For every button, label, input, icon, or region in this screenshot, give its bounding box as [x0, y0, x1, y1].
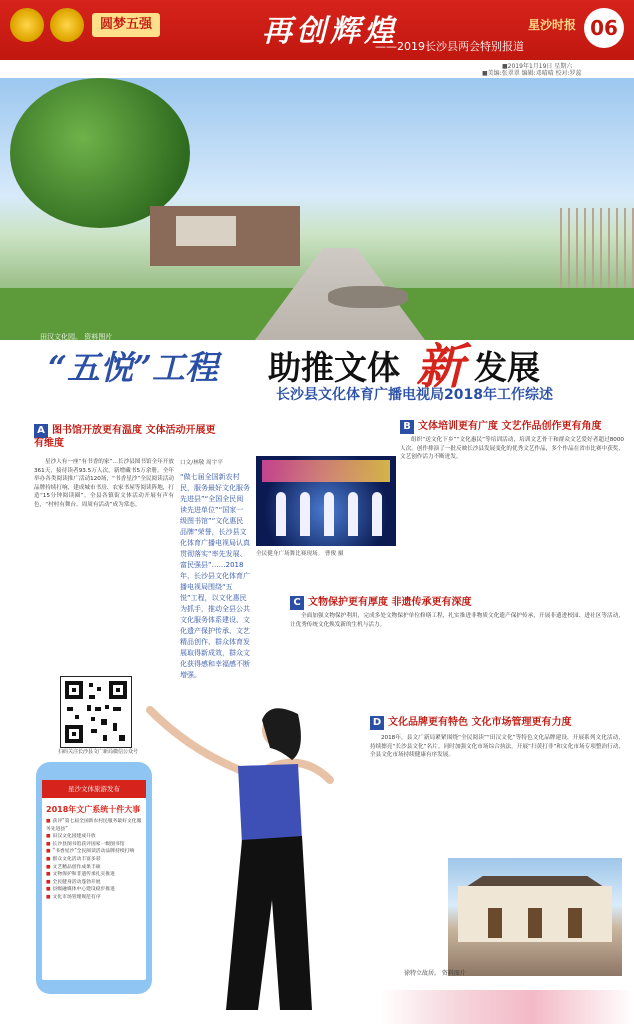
dance-photo-caption: 全民健身广场舞比赛现场。 曹俊 摄	[256, 551, 344, 557]
intro-text: “做七届全国新农村民，服务最好文化服务先进县”“全国全民阅读先进单位”“国家一级图书馆”“文化惠民品牌”荣誉，长沙县文化体育广播电视局认真贯彻落实“率先发展、富民强县”……2018年，长沙县文化体育广播电视局围绕“五悦”工程，以文化惠民为抓手，推动全县公共文化服务体系建设、文化遗产保护传承、文艺精品创作、群众体育发展取得新成效，群众文化获得感和幸福感不断增强。	[180, 473, 250, 679]
top-photo	[0, 78, 634, 340]
door	[528, 908, 542, 938]
section-c-heading	[290, 596, 620, 610]
list-item: ■ 文化市场管理规范有序	[46, 894, 142, 902]
door	[488, 908, 502, 938]
list-item: ■ 文物保护和非遗传承扎实推进	[46, 871, 142, 879]
section-b-text: 组织“送文化下乡”“文化惠民”等培训活动，培训文艺骨干和群众文艺爱好者超过8000人次。创作排演了一批反映长沙县发展变化的优秀文艺作品，多个作品在省市比赛中获奖，文艺创作活力不断迸发。	[400, 437, 624, 461]
section-c-title: 文物保护更有厚度 非遗传承更有深度	[308, 597, 472, 608]
dancer-figure	[276, 492, 286, 536]
list-item: ■ 全民健身活动蓬勃开展	[46, 879, 142, 887]
header-date: ■2019年1月19日 星期六	[502, 63, 573, 70]
emblem-icon	[10, 8, 44, 42]
newspaper-name: 星沙时报	[528, 18, 577, 32]
header-subtitle: ——2019长沙县两会特别报道	[375, 40, 524, 53]
section-a-body	[34, 458, 174, 668]
qr-caption: 扫码关注长沙县文广新局微信公众号	[58, 749, 139, 755]
title-quote: “五悦”工程	[48, 348, 218, 387]
fence	[560, 208, 634, 288]
section-b-heading	[400, 420, 630, 434]
phone-header: 星沙文体旅游发布	[42, 780, 146, 798]
qr-code[interactable]	[60, 676, 132, 748]
phone-list-title: 2018年文广系统十件大事	[46, 805, 141, 814]
sign-rock	[328, 286, 408, 308]
section-d-title: 文化品牌更有特色 文化市场管理更有力度	[388, 717, 572, 728]
section-d-text: 2018年，县文广新局紧紧围绕“全民阅读”“田汉文化”等特色文化品牌建设，开展系列文化活动，持续擦亮“长沙县文化”名片。同时加强文化市场综合执法，开展“扫黄打非”和文化市场专项整治行动，全县文化市场持续健康有序发展。	[370, 735, 624, 759]
dance-banner	[262, 460, 390, 482]
list-item: ■ 文艺精品创作成果丰硕	[46, 864, 142, 872]
list-item: ■ 县级融媒体中心建设稳步推进	[46, 886, 142, 894]
list-item: ■ 群众文化活动丰富多彩	[46, 856, 142, 864]
door	[568, 908, 582, 938]
building-wing	[176, 216, 236, 246]
top-photo-caption: 田汉文化园。 资料图片	[40, 333, 113, 340]
list-item: ■ 田汉文化园建成开放	[46, 833, 142, 841]
header-editors: ■美编:张翠翠 编辑:邓晴晴 校对:罗蕊	[482, 70, 582, 77]
title-xin: 新	[416, 339, 465, 395]
section-c-body	[290, 612, 624, 702]
list-item: ■ 长沙县图书馆获评国家一级图书馆	[46, 841, 142, 849]
section-b-body	[400, 436, 624, 586]
dancer-illustration	[130, 690, 360, 1010]
section-a-title: 图书馆开放更有温度 文体活动开展更有维度	[34, 425, 216, 449]
section-a-badge: A	[34, 424, 48, 438]
title-main: 助推文体	[268, 348, 400, 387]
section-a-text: 星沙人有一座“有书香的家”…长沙县图书馆全年开放361天，接待读者93.5万人次，新增藏书5万余册。全年举办各类阅读推广活动120场，“书香星沙”全民阅读活动品牌持续打响，建成城市书房、农家书屋等阅读阵地，打造“15分钟阅读圈”。全县各镇街文体活动开展有声有色，“村村有舞台、周周有活动”成为常态。	[34, 459, 174, 508]
byline: 口文/林敬 周宇平	[180, 460, 223, 466]
list-item: ■ “书香星沙”全民阅读活动品牌持续打响	[46, 848, 142, 856]
section-b-badge: B	[400, 420, 414, 434]
dancer-figure	[348, 492, 358, 536]
runners-decoration	[380, 990, 634, 1024]
section-b-title: 文体培训更有广度 文艺作品创作更有角度	[418, 421, 602, 432]
section-d-badge: D	[370, 716, 384, 730]
dancer-figure	[324, 492, 334, 536]
header-title: 再创辉煌	[262, 14, 398, 49]
dance-photo	[256, 456, 396, 546]
section-c-badge: C	[290, 596, 304, 610]
page-header	[0, 0, 634, 60]
title-subtitle: 长沙县文化体育广播电视局2018年工作综述	[276, 387, 553, 403]
phone-event-list	[46, 818, 142, 902]
dancer-figure	[372, 492, 382, 536]
former-residence-photo	[448, 858, 622, 976]
small-photo-caption: 徐特立故居。 资料图片	[404, 970, 466, 977]
section-d-heading	[370, 716, 624, 730]
title-main-end: 发展	[474, 348, 540, 387]
section-c-text: 全面加强文物保护利用，完成多处文物保护单位修缮工程，扎实推进非物质文化遗产保护传承，开展非遗进校园、进社区等活动，让优秀传统文化焕发新的生机与活力。	[290, 613, 624, 628]
section-d-body	[370, 734, 624, 852]
dancer-figure	[300, 492, 310, 536]
page-number: 06	[584, 8, 624, 48]
header-tag: 圆梦五强	[92, 13, 160, 37]
section-a-heading	[34, 424, 224, 450]
list-item: ■ 获评“第七届全国新农村民服务最好文化服务先进县”	[46, 818, 142, 833]
emblem-icon-2	[50, 8, 84, 42]
